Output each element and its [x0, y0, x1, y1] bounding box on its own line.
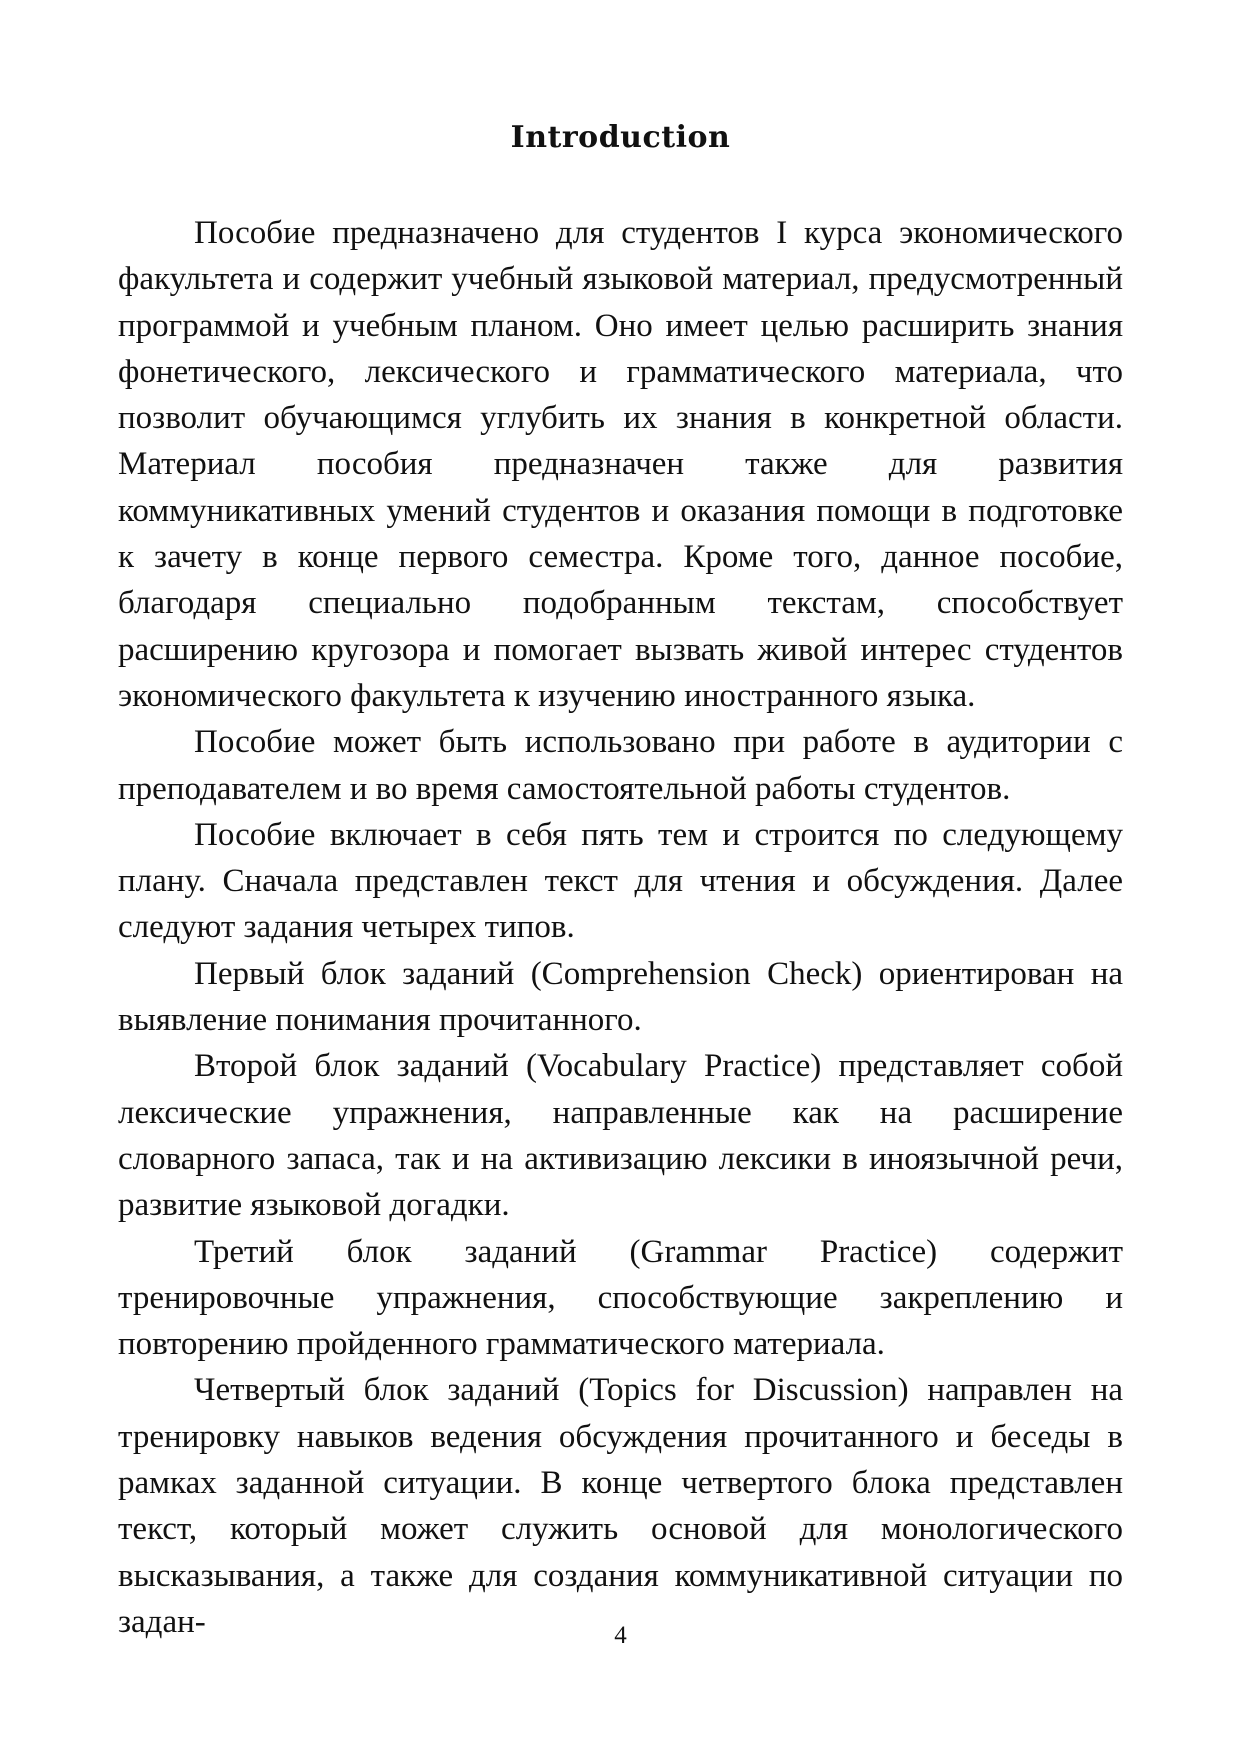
body-text	[118, 210, 1123, 1645]
paragraph-block-3: Третий блок заданий (Grammar Practice) содержит тренировочные упражнения, способствующие закреплению и повторению пройденного грамматического материала.	[118, 1233, 1123, 1363]
paragraph-structure: Пособие включает в себя пять тем и строится по следующему плану. Сначала представлен текст для чтения и обсуждения. Далее следуют задания четырех типов.	[118, 816, 1123, 946]
paragraph-usage: Пособие может быть использовано при работе в аудитории с преподавателем и во время самостоятельной работы студентов.	[118, 724, 1123, 807]
paragraph-block-4: Четвертый блок заданий (Topics for Discussion) направлен на тренировку навыков ведения обсуждения прочитанного и беседы в рамках заданной ситуации. В конце четвертого блока представлен текст, который может служить основой для монологического высказывания, а также для создания коммуникативной ситуации по задан-	[118, 1372, 1123, 1640]
page-title: Introduction	[510, 120, 731, 155]
paragraph-purpose: Пособие предназначено для студентов I курса экономического факультета и содержит учебный языковой материал, предусмотренный программой и учебным планом. Оно имеет целью расширить знания фонетического, лексического и грамматического материала, что позволит обучающимся углубить их знания в конкретной области. Материал пособия предназначен также для развития коммуникативных умений студентов и оказания помощи в подготовке к зачету в конце первого семестра. Кроме того, данное пособие, благодаря специально подобранным текстам, способствует расширению кругозора и помогает вызвать живой интерес студентов экономического факультета к изучению иностранного языка.	[118, 215, 1123, 714]
paragraph-block-2: Второй блок заданий (Vocabulary Practice) представляет собой лексические упражнения, направленные как на расширение словарного запаса, так и на активизацию лексики в иноязычной речи, развитие языковой догадки.	[118, 1048, 1123, 1224]
paragraph-block-1: Первый блок заданий (Comprehension Check) ориентирован на выявление понимания прочитанного.	[118, 955, 1123, 1039]
page-number: 4	[614, 1622, 627, 1649]
